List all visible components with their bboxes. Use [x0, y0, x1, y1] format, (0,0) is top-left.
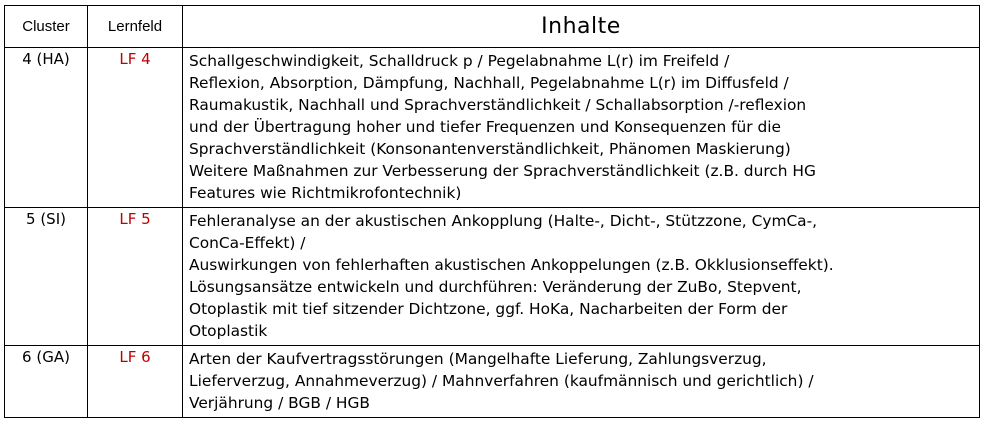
- table-row: [5, 208, 980, 346]
- content-line: Lösungsansätze entwickeln und durchführen: Veränderung der ZuBo, Stepvent,: [189, 278, 802, 296]
- content-line: Raumakustik, Nachhall und Sprachverständlichkeit / Schallabsorption /-reflexion: [189, 96, 807, 114]
- content-line: Fehleranalyse an der akustischen Ankopplung (Halte-, Dicht-, Stützzone, CymCa-,: [189, 212, 818, 230]
- content-line: ConCa-Effekt) /: [189, 234, 306, 252]
- content-line: Schallgeschwindigkeit, Schalldruck p / Pegelabnahme L(r) im Freifeld /: [189, 52, 730, 70]
- content-line: Lieferverzug, Annahmeverzug) / Mahnverfahren (kaufmännisch und gerichtlich) /: [189, 372, 814, 390]
- content-line: Sprachverständlichkeit (Konsonantenverständlichkeit, Phänomen Maskierung): [189, 140, 791, 158]
- content-cell: [183, 346, 980, 418]
- content-line: Verjährung / BGB / HGB: [189, 394, 370, 412]
- header-inhalte: Inhalte: [183, 6, 980, 48]
- content-cell: [183, 208, 980, 346]
- header-row: [5, 6, 980, 48]
- lernfeld-cell: LF 5: [88, 208, 183, 346]
- content-line: Arten der Kaufvertragsstörungen (Mangelhafte Lieferung, Zahlungsverzug,: [189, 350, 767, 368]
- content-line: Otoplastik: [189, 322, 268, 340]
- header-cluster: Cluster: [5, 6, 88, 48]
- header-lernfeld: Lernfeld: [88, 6, 183, 48]
- table-row: [5, 346, 980, 418]
- content-line: Weitere Maßnahmen zur Verbesserung der Sprachverständlichkeit (z.B. durch HG: [189, 162, 816, 180]
- content-line: Auswirkungen von fehlerhaften akustischen Ankoppelungen (z.B. Okklusionseffekt).: [189, 256, 834, 274]
- content-cell: [183, 48, 980, 208]
- content-line: Features wie Richtmikrofontechnik): [189, 184, 462, 202]
- cluster-cell: 6 (GA): [5, 346, 88, 418]
- curriculum-table: [4, 5, 980, 418]
- content-line: Reflexion, Absorption, Dämpfung, Nachhall, Pegelabnahme L(r) im Diffusfeld /: [189, 74, 789, 92]
- cluster-cell: 4 (HA): [5, 48, 88, 208]
- cluster-cell: 5 (SI): [5, 208, 88, 346]
- content-line: und der Übertragung hoher und tiefer Frequenzen und Konsequenzen für die: [189, 118, 781, 136]
- content-line: Otoplastik mit tief sitzender Dichtzone, ggf. HoKa, Nacharbeiten der Form der: [189, 300, 788, 318]
- table-row: [5, 48, 980, 208]
- lernfeld-cell: LF 6: [88, 346, 183, 418]
- lernfeld-cell: LF 4: [88, 48, 183, 208]
